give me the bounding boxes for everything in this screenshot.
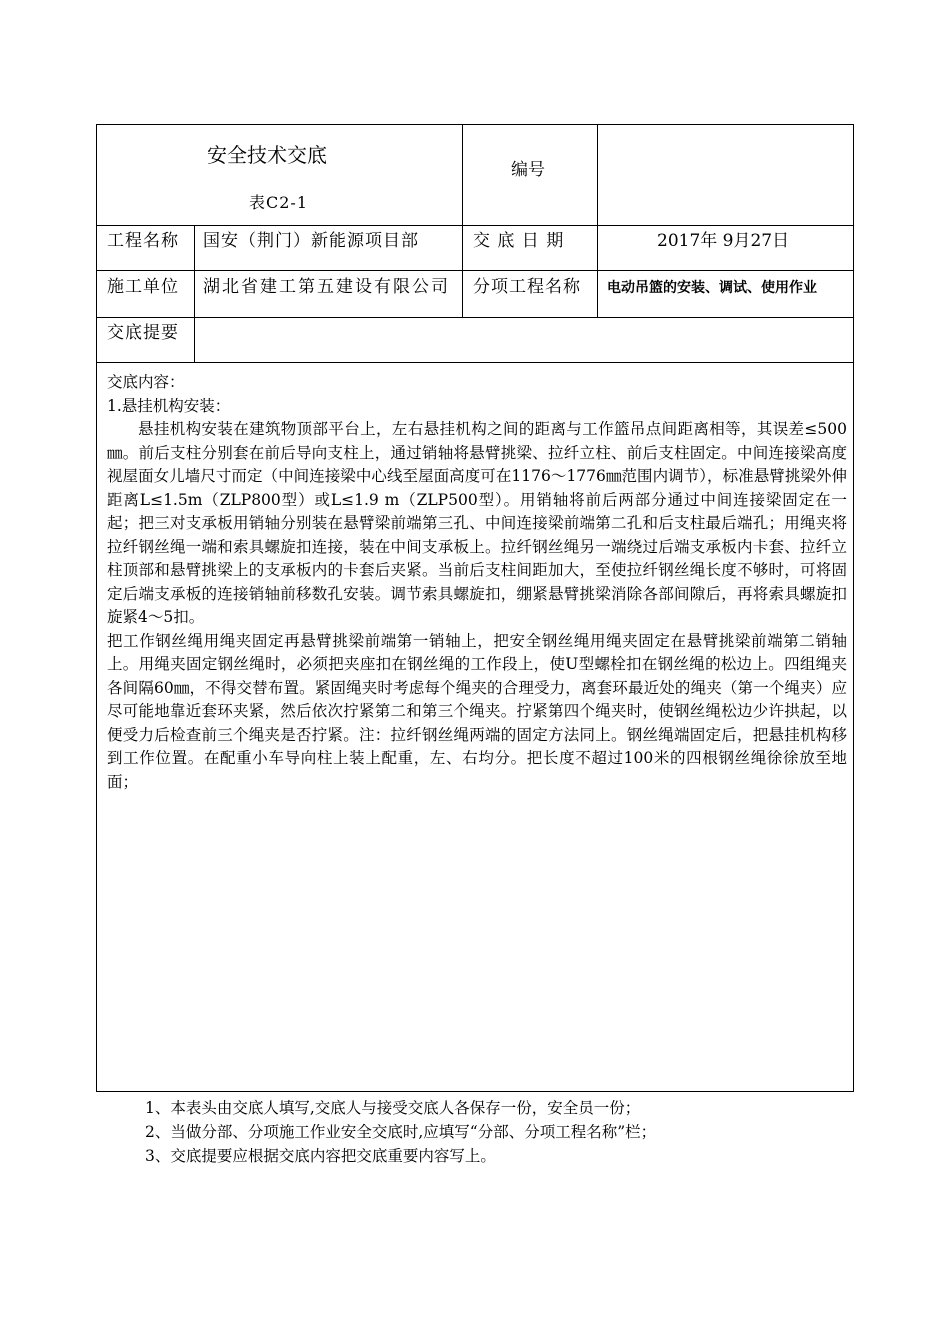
briefing-content (107, 371, 847, 794)
column-divider (597, 125, 598, 317)
row-divider (97, 317, 853, 318)
row-divider (97, 225, 853, 226)
content-paragraph: 把工作钢丝绳用绳夹固定再悬臂挑梁前端第一销轴上，把安全钢丝绳用绳夹固定在悬臂挑梁前端第二销轴上。用绳夹固定钢丝绳时，必须把夹座扣在钢丝绳的工作段上，使U型螺栓扣在钢丝绳的松边上。四组绳夹各间隔60㎜，不得交替布置。紧固绳夹时考虑每个绳夹的合理受力，离套环最近处的绳夹（第一个绳夹）应尽可能地靠近套环夹紧，然后依次拧紧第二和第三个绳夹。拧紧第四个绳夹时，使钢丝绳松边少许拱起，以便受力后检查前三个绳夹是否拧紧。注：拉纤钢丝绳两端的固定方法同上。钢丝绳端固定后，把悬挂机构移到工作位置。在配重小车导向柱上装上配重，左、右均分。把长度不超过100米的四根钢丝绳徐徐放至地面； (107, 631, 847, 791)
column-divider (462, 125, 463, 317)
content-label: 交底内容： (107, 373, 185, 391)
row-divider (97, 270, 853, 271)
sub-project-label: 分项工程名称 (473, 277, 581, 297)
project-name-value: 国安（荆门）新能源项目部 (203, 231, 419, 251)
project-name-label: 工程名称 (107, 231, 179, 251)
content-paragraph: 悬挂机构安装在建筑物顶部平台上，左右悬挂机构之间的距离与工作篮吊点间距离相等，其误差≤500㎜。前后支柱分别套在前后导向支柱上，通过销轴将悬臂挑梁、拉纤立柱、前后支柱固定。中间连接梁高度视屋面女儿墙尺寸而定（中间连接梁中心线至屋面高度可在1176～1776㎜范围内调节），标准悬臂挑梁外伸距离L≤1.5m（ZLP800型）或L≤1.9 m（ZLP500型）。用销轴将前后两部分通过中间连接梁固定在一起；把三对支承板用销轴分别装在悬臂梁前端第三孔、中间连接梁前端第二孔和后支柱最后端孔；用绳夹将拉纤钢丝绳一端和索具螺旋扣连接，装在中间支承板上。拉纤钢丝绳另一端绕过后端支承板内卡套、拉纤立柱顶部和悬臂挑梁上的支承板内的卡套后夹紧。当前后支柱间距加大，至使拉纤钢丝绳长度不够时，可将固定后端支承板的连接销轴前移数孔安装。调节索具螺旋扣，绷紧悬臂挑梁消除各部间隙后，再将索具螺旋扣旋紧4～5扣。 (107, 420, 847, 626)
briefing-date-label: 交 底 日 期 (473, 231, 565, 251)
contractor-label: 施工单位 (107, 277, 179, 297)
column-divider (194, 225, 195, 362)
note-item: 1、本表头由交底人填写,交底人与接受交底人各保存一份，安全员一份； (145, 1099, 641, 1117)
form-number: 表C2-1 (249, 193, 309, 212)
summary-label: 交底提要 (107, 323, 179, 343)
section-title: 1.悬挂机构安装： (107, 396, 231, 415)
row-divider (97, 362, 853, 363)
safety-briefing-form (96, 124, 854, 1092)
serial-number-label: 编号 (511, 160, 545, 180)
form-notes (145, 1096, 656, 1168)
contractor-value: 湖北省建工第五建设有限公司 (203, 277, 450, 297)
note-item: 2、当做分部、分项施工作业安全交底时,应填写“分部、分项工程名称”栏； (145, 1123, 657, 1141)
sub-project-value: 电动吊篮的安装、调试、使用作业 (607, 280, 817, 296)
briefing-date-value: 2017年 9月27日 (657, 231, 790, 251)
form-title: 安全技术交底 (207, 143, 327, 167)
note-item: 3、交底提要应根据交底内容把交底重要内容写上。 (145, 1147, 496, 1165)
